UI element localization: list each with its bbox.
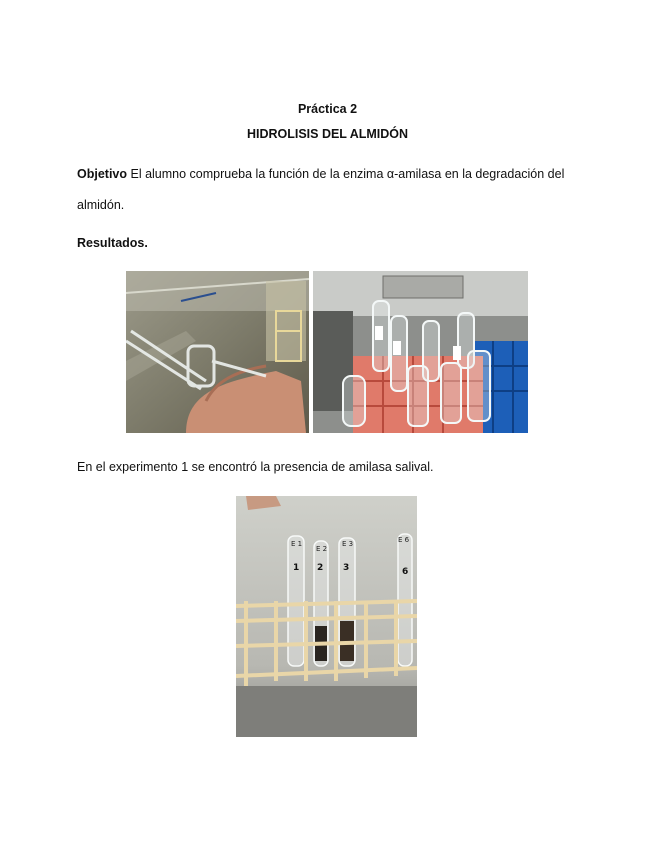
experiment-result-text: En el experimento 1 se encontró la presencia de amilasa salival. (77, 460, 434, 474)
tube-label-e2: E 2 (316, 545, 328, 553)
tube-number-1: 1 (293, 563, 300, 573)
objective-text-line1: El alumno comprueba la función de la enzima α-amilasa en la degradación del (127, 167, 565, 181)
labeled-test-tubes-photo (236, 496, 417, 737)
tube-label-e1: E 1 (291, 540, 303, 548)
tube-number-2: 2 (317, 563, 324, 573)
practice-title: HIDROLISIS DEL ALMIDÓN (246, 127, 409, 141)
tube-label-e3: E 3 (342, 540, 354, 548)
objective-paragraph (77, 166, 564, 182)
objective-text-line2: almidón. (77, 198, 125, 212)
practice-label: Práctica 2 (297, 102, 358, 116)
test-tubes-in-rack-photo (313, 271, 528, 433)
objective-label: Objetivo (77, 167, 128, 181)
results-heading: Resultados. (77, 236, 148, 250)
glass-pipette-photo (126, 271, 309, 433)
tube-label-e6: E 6 (398, 536, 410, 544)
tube-number-3: 3 (343, 563, 350, 573)
tube-number-6: 6 (402, 567, 409, 577)
